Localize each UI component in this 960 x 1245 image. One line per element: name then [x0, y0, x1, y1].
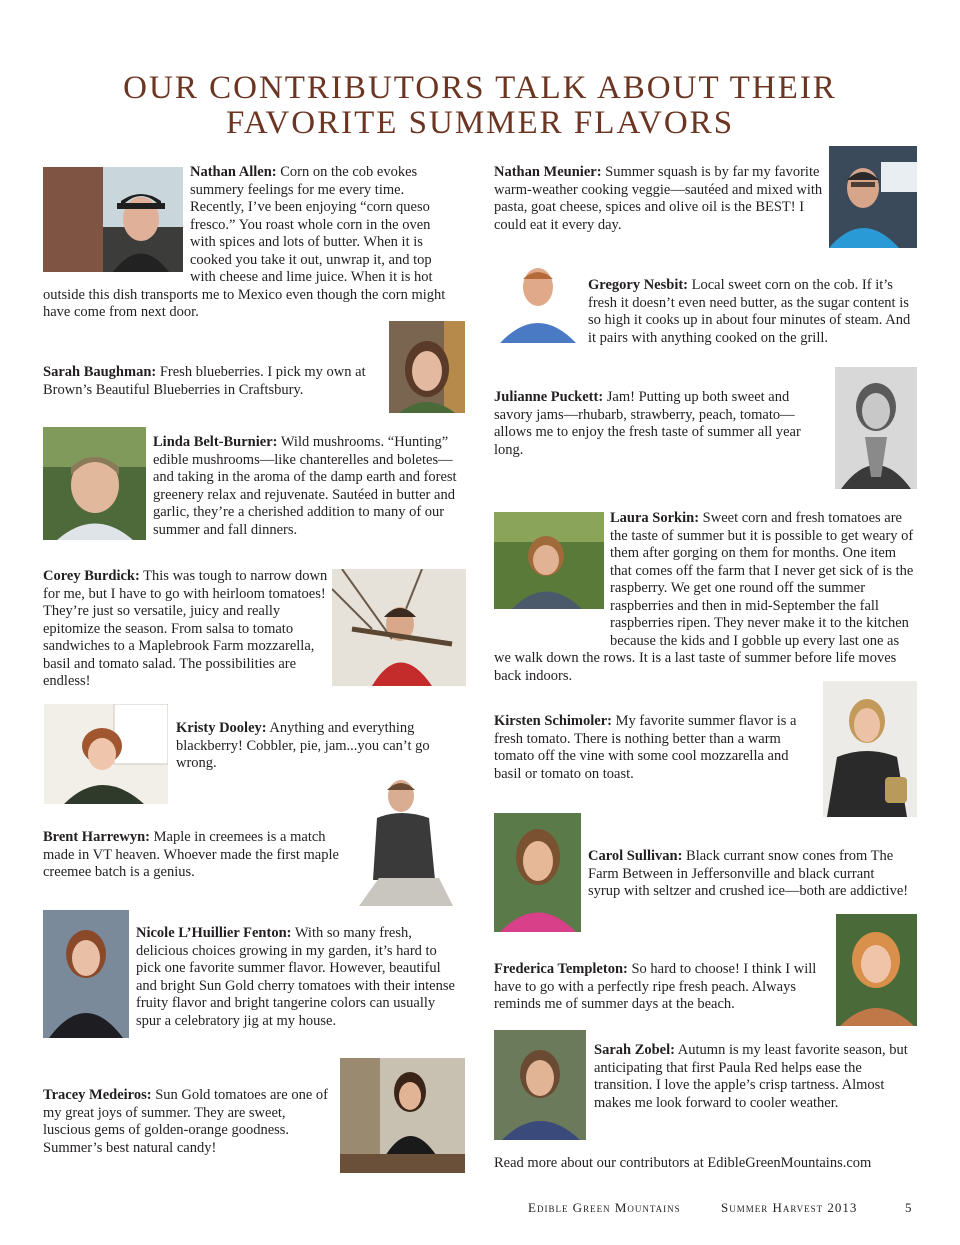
entry-laura-sorkin: [494, 510, 914, 685]
contributor-name: Carol Sullivan:: [588, 848, 683, 864]
contributor-quote: Black currant snow cones from The Farm Between in Jeffersonville and black currant syrup with seltzer and crushed ice—both are addictive!: [588, 848, 909, 899]
entry-gregory-nesbit: [588, 277, 918, 347]
contributor-quote: Maple in creemees is a match made in VT heaven. Whoever made the first maple creemee batch is a genius.: [43, 829, 339, 880]
contributor-quote: Corn on the cob evokes summery feelings for me every time. Recently, I’ve been enjoying “corn queso fresco.” You roast whole corn in the oven with spices and lots of butter. When it is cooked you take it out, unwrap it, and top with cheese and lime juice. When it is hot outside this dish transports me to Mexico even though the corn might have come from next door.: [43, 164, 446, 320]
contributor-quote: Sweet corn and fresh tomatoes are the taste of summer but it is possible to get weary of them after gorging on them for months. One item that comes off the farm that I never get sick of is the raspberry. We get one round off the summer raspberries and then in mid-September the fall raspberries ripen. They never make it to the kitchen because the kids and I gobble up every last one as we walk down the rows. It is a last taste of summer before life moves back indoors.: [494, 510, 914, 684]
footer-magazine-name: Edible Green Mountains: [528, 1200, 681, 1215]
read-more-line: Read more about our contributors at EdibleGreenMountains.com: [494, 1155, 872, 1171]
entry-carol-sullivan: [588, 848, 910, 901]
photo-kristy-dooley: [44, 704, 168, 804]
photo-sarah-baughman: [389, 321, 465, 413]
contributor-quote: Anything and everything blackberry! Cobbler, pie, jam...you can’t go wrong.: [176, 720, 430, 771]
contributor-name: Sarah Baughman:: [43, 364, 157, 380]
photo-nathan-meunier: [829, 146, 917, 248]
photo-frederica-templeton: [836, 914, 917, 1026]
contributor-quote: My favorite summer flavor is a fresh tomato. There is nothing better than a warm tomato off the vine with some cool mozzarella and basil or tomato on toast.: [494, 713, 797, 782]
contributor-quote: Sun Gold tomatoes are one of my great joys of summer. They are sweet, luscious gems of golden-orange goodness. Summer’s best natural candy!: [43, 1087, 328, 1156]
entry-nathan-allen: [43, 164, 455, 322]
page-title-line-1: OUR CONTRIBUTORS TALK ABOUT THEIR: [123, 70, 837, 106]
photo-kirsten-schimoler: [823, 681, 917, 817]
footer-page-number: 5: [905, 1200, 913, 1215]
photo-brent-harrewyn: [349, 770, 461, 906]
contributor-name: Brent Harrewyn:: [43, 829, 150, 845]
photo-nicole-lhuillier-fenton: [43, 910, 129, 1038]
entry-corey-burdick: [43, 568, 328, 691]
photo-linda-belt-burnier: [43, 427, 146, 540]
entry-sarah-zobel: [594, 1042, 912, 1112]
contributor-name: Gregory Nesbit:: [588, 277, 688, 293]
entry-kirsten-schimoler: [494, 713, 814, 783]
entry-tracey-medeiros: [43, 1087, 333, 1157]
contributor-name: Corey Burdick:: [43, 568, 140, 584]
contributor-quote: So hard to choose! I think I will have to go with a perfectly ripe fresh peach. Always reminds me of summer days at the beach.: [494, 961, 817, 1012]
contributor-name: Nathan Allen:: [190, 164, 277, 180]
contributor-name: Tracey Medeiros:: [43, 1087, 152, 1103]
entry-julianne-puckett: [494, 389, 824, 459]
entry-sarah-baughman: [43, 364, 383, 399]
contributor-quote: Fresh blueberries. I pick my own at Brown’s Beautiful Blueberries in Craftsbury.: [43, 364, 366, 398]
contributor-name: Nathan Meunier:: [494, 164, 602, 180]
entry-brent-harrewyn: [43, 829, 343, 882]
contributor-name: Kristy Dooley:: [176, 720, 267, 736]
contributor-quote: This was tough to narrow down for me, but I have to go with heirloom tomatoes! They’re just so versatile, juicy and really epitomize the season. From salsa to tomato sandwiches to a Maplebrook Farm mozzarella, basil and tomato salad. The possibilities are endless!: [43, 568, 328, 689]
contributor-quote: Autumn is my least favorite season, but anticipating that first Paula Red helps ease the transition. I love the apple’s crisp tartness. Almost makes me look forward to cooler weather.: [594, 1042, 908, 1111]
photo-sarah-zobel: [494, 1030, 586, 1140]
contributor-name: Nicole L’Huillier Fenton:: [136, 925, 292, 941]
entry-nicole-lhuillier-fenton: [136, 925, 458, 1030]
page-title-line-2: FAVORITE SUMMER FLAVORS: [225, 105, 735, 141]
photo-julianne-puckett: [835, 367, 917, 489]
contributor-name: Frederica Templeton:: [494, 961, 628, 977]
entry-nathan-meunier: [494, 164, 824, 234]
footer-issue: Summer Harvest 2013: [721, 1200, 858, 1215]
entry-kristy-dooley: [176, 720, 451, 773]
entry-linda-belt-burnier: [153, 434, 463, 539]
photo-carol-sullivan: [494, 813, 581, 932]
contributor-name: Linda Belt-Burnier:: [153, 434, 278, 450]
contributor-name: Sarah Zobel:: [594, 1042, 675, 1058]
photo-corey-burdick: [332, 569, 466, 686]
contributor-quote: Local sweet corn on the cob. If it’s fresh it doesn’t even need butter, as the sugar content is so high it cooks up in about four minutes of steam. And it pairs with anything cooked on the grill.: [588, 277, 911, 346]
contributor-quote: Wild mushrooms. “Hunting” edible mushrooms—like chanterelles and boletes—and taking in the aroma of the damp earth and forest greenery relax and rejuvenate. Sautéed in butter and garlic, they’re a cherished addition to many of our summer and fall dinners.: [153, 434, 457, 538]
contributor-quote: Summer squash is by far my favorite warm-weather cooking veggie—sautéed and mixed with pasta, goat cheese, spices and olive oil is the BEST! I could eat it every day.: [494, 164, 823, 233]
contributor-name: Laura Sorkin:: [610, 510, 700, 526]
photo-gregory-nesbit: [494, 259, 582, 343]
contributor-quote: With so many fresh, delicious choices growing in my garden, it’s hard to pick one favorite summer flavor. However, beautiful and bright Sun Gold cherry tomatoes with their intense fruity flavor and bright tangerine colors can usually spur a celebratory jig at my house.: [136, 925, 455, 1029]
contributor-name: Julianne Puckett:: [494, 389, 604, 405]
contributor-quote: Jam! Putting up both sweet and savory jams—rhubarb, strawberry, peach, tomato—allows me to enjoy the fresh taste of summer all year long.: [494, 389, 801, 458]
photo-tracey-medeiros: [340, 1058, 465, 1173]
entry-frederica-templeton: [494, 961, 824, 1014]
contributor-name: Kirsten Schimoler:: [494, 713, 612, 729]
